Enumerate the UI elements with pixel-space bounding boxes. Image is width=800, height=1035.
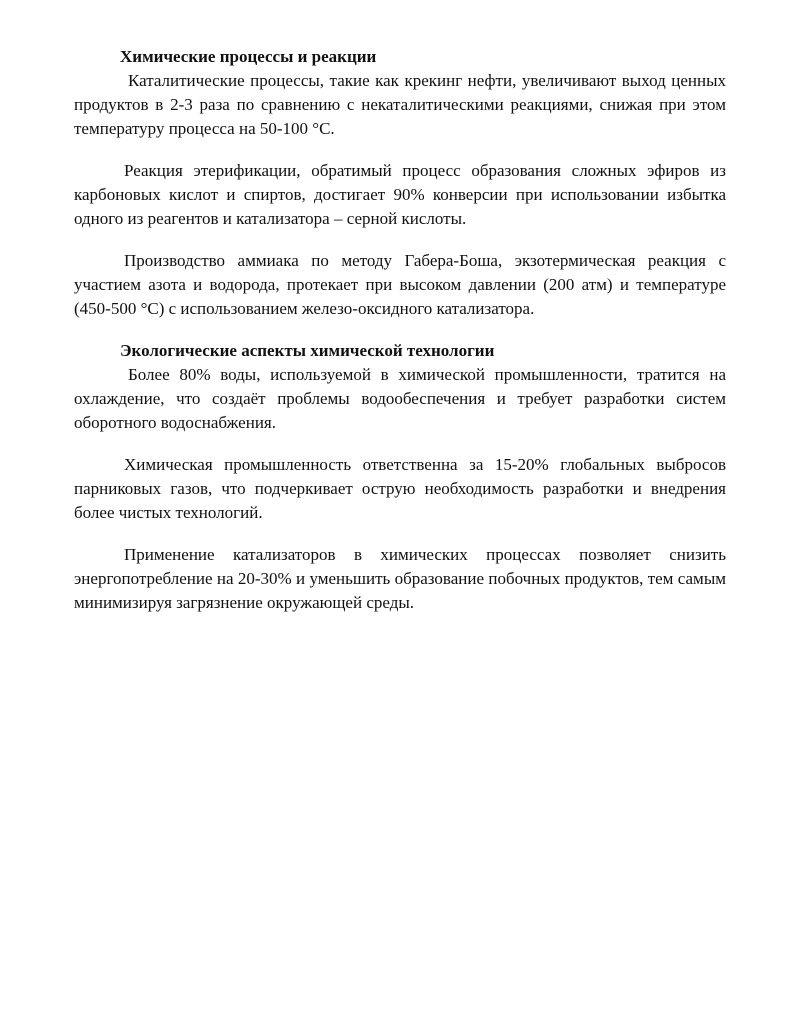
paragraph-gap bbox=[74, 525, 726, 543]
paragraph-water-usage: Более 80% воды, используемой в химической промышленности, тратится на охлаждение, что создаёт проблемы водообеспечения и требует разработки систем оборотного водоснабжения. bbox=[74, 365, 726, 432]
section-gap bbox=[74, 321, 726, 339]
paragraph-gap bbox=[74, 435, 726, 453]
paragraph-greenhouse-emissions: Химическая промышленность ответственна за 15-20% глобальных выбросов парниковых газов, что подчеркивает острую необходимость разработки и внедрения более чистых технологий. bbox=[74, 455, 726, 522]
paragraph-ammonia-production: Производство аммиака по методу Габера-Боша, экзотермическая реакция с участием азота и водорода, протекает при высоком давлении (200 атм) и температуре (450-500 °С) с использованием железо-оксидного катализатора. bbox=[74, 251, 726, 318]
section-heading-ecological-aspects: Экологические аспекты химической технологии bbox=[120, 341, 495, 360]
paragraph-gap bbox=[74, 141, 726, 159]
paragraph-esterification: Реакция этерификации, обратимый процесс образования сложных эфиров из карбоновых кислот и спиртов, достигает 90% конверсии при использовании избытка одного из реагентов и катализатора – серной кислоты. bbox=[74, 161, 726, 228]
document-page bbox=[74, 45, 726, 615]
paragraph-catalytic-processes: Каталитические процессы, такие как крекинг нефти, увеличивают выход ценных продуктов в 2-3 раза по сравнению с некаталитическими реакциями, снижая при этом температуру процесса на 50-100 °С. bbox=[74, 71, 726, 138]
paragraph-gap bbox=[74, 231, 726, 249]
paragraph-catalyst-application: Применение катализаторов в химических процессах позволяет снизить энергопотребление на 20-30% и уменьшить образование побочных продуктов, тем самым минимизируя загрязнение окружающей среды. bbox=[74, 545, 726, 612]
section-heading-chemical-processes: Химические процессы и реакции bbox=[120, 47, 377, 66]
